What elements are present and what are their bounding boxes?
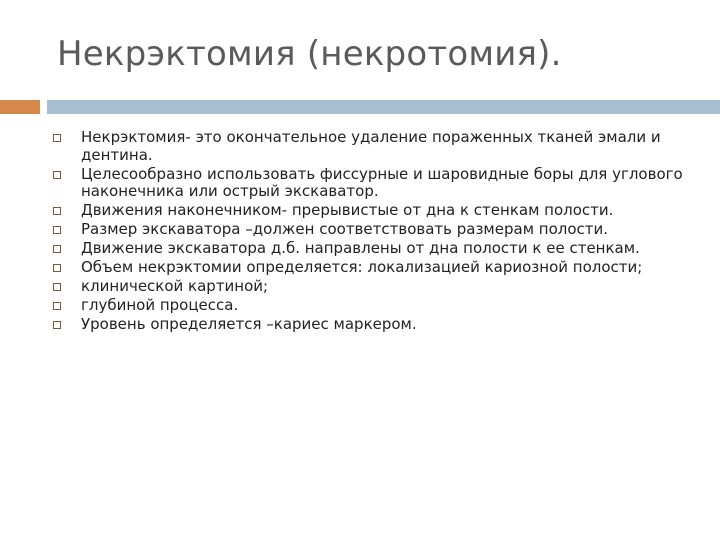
bullet-item [53, 240, 703, 258]
accent-bar-blue [47, 100, 720, 114]
accent-bar-orange [0, 100, 40, 114]
bullet-text: Размер экскаватора –должен соответствовать размерам полости. [81, 220, 609, 238]
bullet-text: Объем некрэктомии определяется: локализацией кариозной полости; [81, 258, 643, 276]
square-bullet-icon [53, 321, 61, 329]
bullet-text: глубиной процесса. [81, 296, 239, 314]
bullet-item [53, 278, 703, 296]
bullet-text: Движение экскаватора д.б. направлены от дна полости к ее стенкам. [81, 239, 640, 257]
slide-title: Некрэктомия (некротомия). [57, 34, 562, 74]
bullet-item [53, 316, 703, 334]
bullet-item [53, 221, 703, 239]
square-bullet-icon [53, 226, 61, 234]
bullet-item [53, 202, 703, 220]
bullet-text: Движения наконечником- прерывистые от дна к стенкам полости. [81, 201, 614, 219]
bullet-text: Целесообразно использовать фиссурные и шаровидные боры для углового наконечника или острый экскаватор. [81, 164, 683, 200]
bullet-text: Некрэктомия- это окончательное удаление пораженных тканей эмали и дентина. [81, 128, 661, 164]
bullet-text: клинической картиной; [81, 277, 269, 295]
bullet-item [53, 129, 703, 164]
bullet-item [53, 259, 703, 277]
square-bullet-icon [53, 264, 61, 272]
square-bullet-icon [53, 171, 61, 179]
square-bullet-icon [53, 302, 61, 310]
square-bullet-icon [53, 134, 61, 142]
bullet-list [53, 129, 703, 335]
square-bullet-icon [53, 245, 61, 253]
bullet-text: Уровень определяется –кариес маркером. [81, 315, 417, 333]
square-bullet-icon [53, 283, 61, 291]
square-bullet-icon [53, 207, 61, 215]
bullet-item [53, 166, 703, 201]
bullet-item [53, 297, 703, 315]
